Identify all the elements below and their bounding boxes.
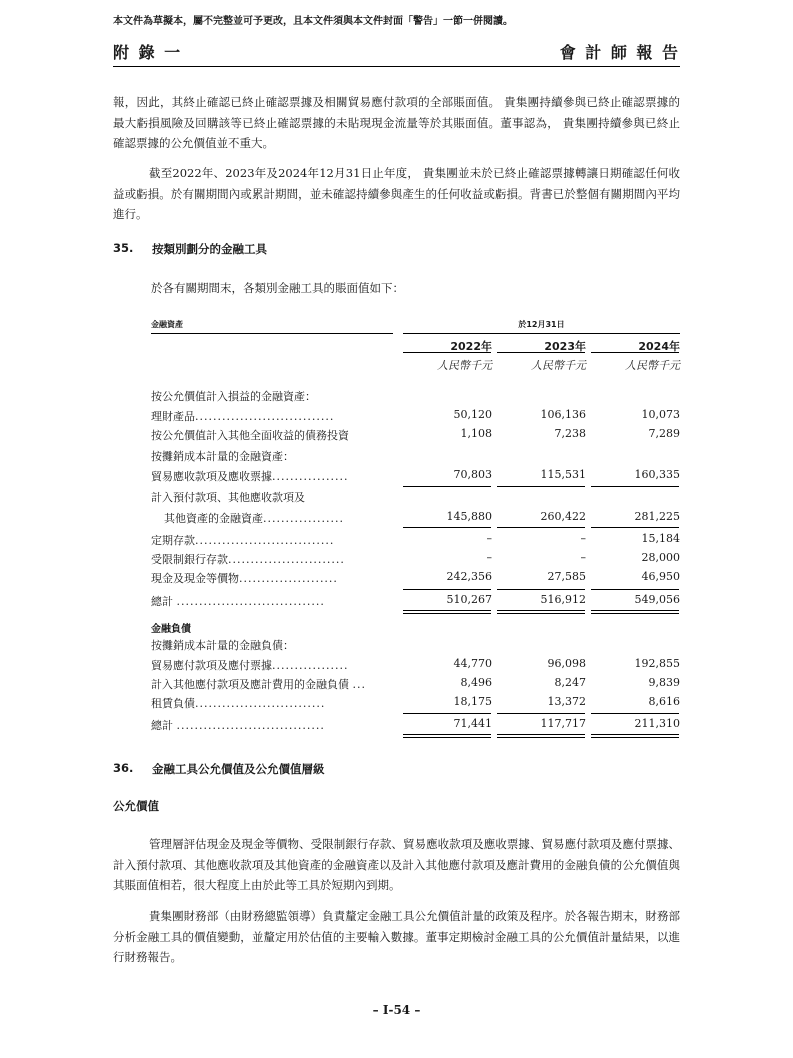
total-rule [497, 589, 585, 590]
asset-heading-rule [151, 333, 393, 334]
table-row-label: 定期存款............................... [151, 534, 335, 547]
table-cell: 70,803 [453, 468, 492, 481]
total-double-rule [403, 613, 491, 614]
table-cell: 50,120 [453, 408, 492, 421]
year-2024: 2024年 [638, 340, 680, 353]
total-rule [403, 589, 491, 590]
table-row-label: 其他資產的金融資產.................. [164, 512, 344, 525]
date-heading-rule [403, 333, 680, 334]
table-cell: 242,356 [446, 570, 492, 583]
total-double-rule [403, 737, 491, 738]
table-cell: 549,056 [634, 593, 680, 606]
table-cell: 15,184 [641, 532, 680, 545]
subtotal-rule [403, 486, 491, 487]
report-title: 會 計 師 報 告 [559, 43, 680, 62]
table-row-label: 計入其他應付款項及應計費用的金融負債 ... [151, 678, 366, 691]
table-cell: 160,335 [634, 468, 680, 481]
table-cell: 46,950 [641, 570, 680, 583]
section-36-title: 金融工具公允價值及公允價值層級 [152, 762, 325, 776]
appendix-title: 附 錄 一 [113, 43, 183, 62]
unit-label: 人民幣千元 [437, 359, 492, 372]
table-cell: 13,372 [547, 695, 586, 708]
total-double-rule [403, 734, 491, 735]
table-cell: 115,531 [540, 468, 586, 481]
total-double-rule [497, 737, 585, 738]
subtotal-rule [591, 486, 679, 487]
total-rule [497, 713, 585, 714]
table-cell: 7,289 [648, 427, 680, 440]
total-double-rule [497, 734, 585, 735]
fair-value-subheading: 公允價值 [113, 799, 159, 813]
subtotal-rule [591, 527, 679, 528]
table-row-label: 現金及現金等價物...................... [151, 572, 338, 585]
table-row-label: 總計 ................................. [151, 719, 325, 732]
liab-amortised-heading: 按攤銷成本計量的金融負債： [151, 639, 294, 652]
table-row-label: 總計 ................................. [151, 595, 325, 608]
total-double-rule [591, 737, 679, 738]
table-row-label: 貿易應付款項及應付票據................. [151, 659, 349, 672]
unit-label: 人民幣千元 [625, 359, 680, 372]
section-35-number: 35. [113, 241, 134, 255]
table-cell: 106,136 [540, 408, 586, 421]
draft-warning: 本文件為草擬本，屬不完整並可予更改，且本文件須與本文件封面「警告」一節一併閱讀。 [113, 16, 513, 27]
total-double-rule [591, 734, 679, 735]
total-double-rule [403, 610, 491, 611]
header-rule [113, 66, 680, 67]
table-cell: 27,585 [547, 570, 586, 583]
table-cell: 96,098 [547, 657, 586, 670]
year-rule [403, 352, 491, 353]
fvpl-heading: 按公允價值計入損益的金融資產： [151, 390, 316, 403]
table-cell: 8,496 [460, 676, 492, 689]
table-cell: 18,175 [453, 695, 492, 708]
total-double-rule [591, 610, 679, 611]
total-rule [403, 713, 491, 714]
table-cell: 8,616 [648, 695, 680, 708]
table-cell: 71,441 [453, 717, 492, 730]
table-cell: 28,000 [641, 551, 680, 564]
subtotal-rule [497, 486, 585, 487]
table-row-label: 受限制銀行存款.......................... [151, 553, 345, 566]
table-cell: 8,247 [554, 676, 586, 689]
asset-heading: 金融資產 [151, 320, 183, 329]
table-cell: 211,310 [634, 717, 680, 730]
table-cell: 510,267 [446, 593, 492, 606]
table-cell: 516,912 [540, 593, 586, 606]
table-cell: – [580, 551, 586, 564]
table-row-label: 租賃負債............................. [151, 697, 326, 710]
table-row-label: 理財產品............................... [151, 410, 335, 423]
section-35-intro: 於各有關期間末，各類別金融工具的賬面值如下： [151, 281, 404, 295]
table-cell: 192,855 [634, 657, 680, 670]
page-number: – I-54 – [372, 1003, 421, 1017]
section-36-paragraph-1: 管理層評估現金及現金等價物、受限制銀行存款、貿易應收款項及應收票據、貿易應付款項及應付票據、計入預付款項、其他應收款項及其他資產的金融資產以及計入其他應付款項及應計費用的金融負債的公允價值與其賬面值相若，很大程度上由於此等工具於短期內到期。 [113, 837, 680, 892]
year-2023: 2023年 [544, 340, 586, 353]
table-cell: 281,225 [634, 510, 680, 523]
total-double-rule [497, 613, 585, 614]
intro-paragraph-2: 截至2022年、2023年及2024年12月31日止年度， 貴集團並未於已終止確認票據轉讓日期確認任何收益或虧損。於有關期間內或累計期間，並未確認持續參與產生的任何收益或虧損。背書已於整個有關期間內平均進行。 [113, 166, 680, 221]
table-row-label: 貿易應收款項及應收票據................. [151, 470, 349, 483]
table-cell: – [486, 551, 492, 564]
table-cell: 44,770 [453, 657, 492, 670]
subtotal-rule [403, 527, 491, 528]
table-cell: 260,422 [540, 510, 586, 523]
table-cell: – [486, 532, 492, 545]
table-row-label: 計入預付款項、其他應收款項及 [151, 491, 305, 504]
amortised-heading: 按攤銷成本計量的金融資產： [151, 450, 294, 463]
subtotal-rule [497, 527, 585, 528]
year-rule [591, 352, 679, 353]
table-cell: 145,880 [446, 510, 492, 523]
table-cell: 10,073 [641, 408, 680, 421]
table-cell: – [580, 532, 586, 545]
total-double-rule [591, 613, 679, 614]
section-36-paragraph-2: 貴集團財務部（由財務總監領導）負責釐定金融工具公允價值計量的政策及程序。於各報告期末，財務部分析金融工具的價值變動，並釐定用於估值的主要輸入數據。董事定期檢討金融工具的公允價值計量結果，以進行財務報告。 [113, 909, 680, 964]
section-36-number: 36. [113, 761, 134, 775]
table-cell: 9,839 [648, 676, 680, 689]
table-cell: 117,717 [540, 717, 586, 730]
liability-heading: 金融負債 [151, 624, 191, 635]
total-rule [591, 589, 679, 590]
table-cell: 1,108 [460, 427, 492, 440]
section-35-title: 按類別劃分的金融工具 [152, 242, 267, 256]
table-cell: 7,238 [554, 427, 586, 440]
year-2022: 2022年 [450, 340, 492, 353]
unit-label: 人民幣千元 [531, 359, 586, 372]
date-heading: 於12月31日 [518, 320, 565, 329]
intro-paragraph-1: 報，因此，其終止確認已終止確認票據及相關貿易應付款項的全部賬面值。 貴集團持續參與已終止確認票據的最大虧損風險及回購該等已終止確認票據的未貼現現金流量等於其賬面值。董事認為， 貴集團持續參與已終止確認票據的公允價值並不重大。 [113, 95, 680, 150]
total-rule [591, 713, 679, 714]
table-row-label: 按公允價值計入其他全面收益的債務投資 [151, 429, 349, 442]
year-rule [497, 352, 585, 353]
total-double-rule [497, 610, 585, 611]
